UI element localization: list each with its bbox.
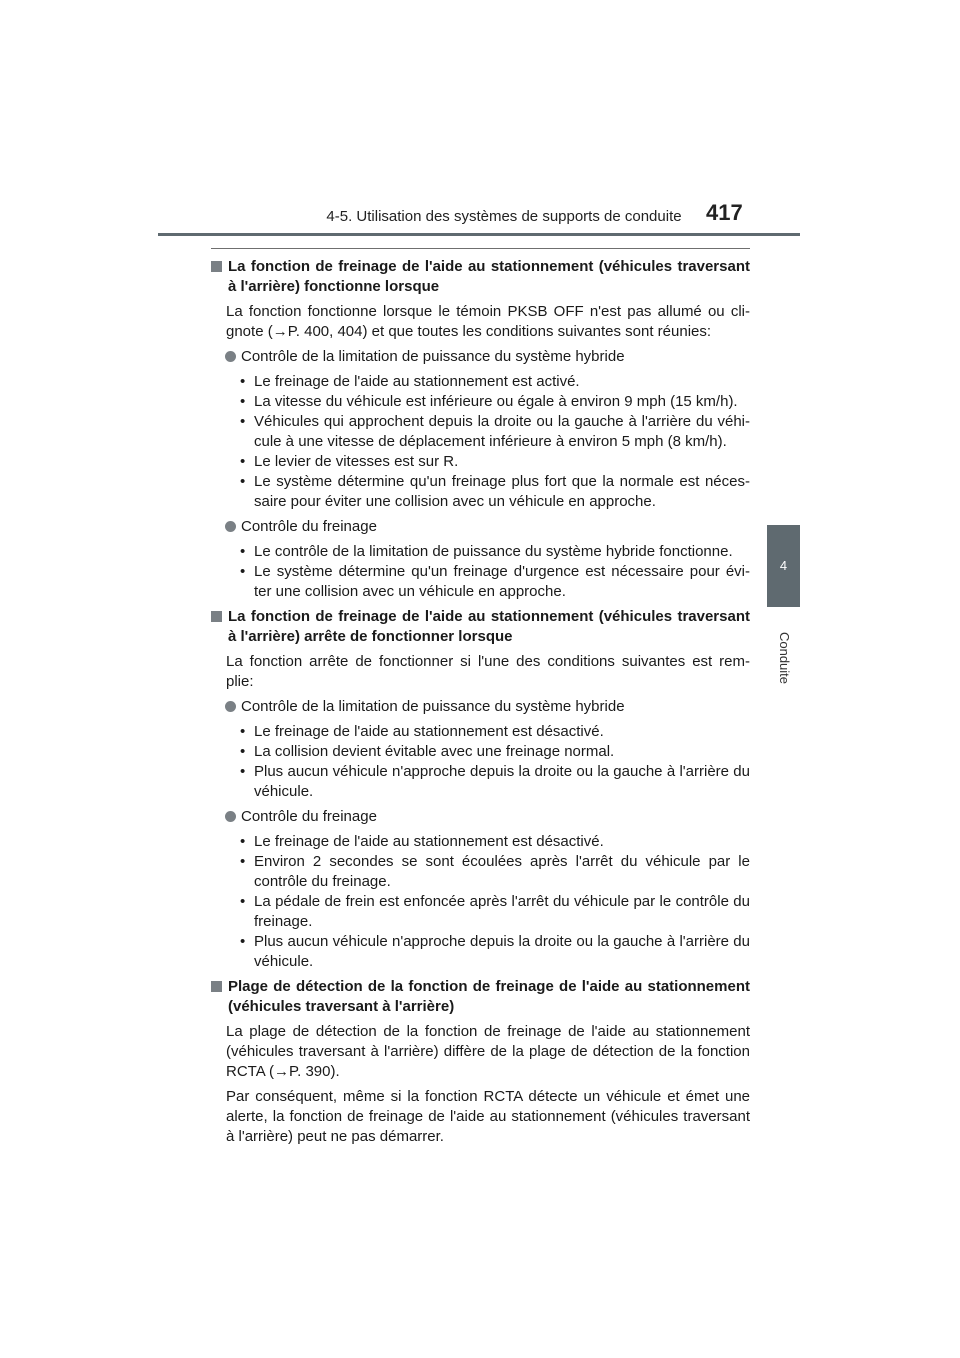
header-rule [158, 233, 800, 236]
section-heading-text: La fonction de freinage de l'aide au stationnement (véhicules traversant à l'arrière) arrête de fonctionner lorsque [228, 608, 750, 645]
list-item-text: La pédale de frein est enfoncée après l'arrêt du véhicule par le contrôle du freinage. [254, 893, 750, 930]
list-item-text: Le contrôle de la limitation de puissance du système hybride fonctionne. [254, 543, 733, 560]
page-content [211, 257, 750, 1147]
list-item [240, 472, 750, 512]
list-item [240, 742, 750, 762]
list-item-text: Le système détermine qu'un freinage d'urgence est nécessaire pour évi- ter une collision avec un véhicule en approche. [254, 563, 750, 600]
square-bullet-icon [211, 261, 225, 272]
circle-bullet-icon [225, 521, 239, 537]
bullet-dot-icon: • [240, 393, 246, 410]
list-item-text: La collision devient évitable avec une freinage normal. [254, 743, 615, 760]
condition-group [225, 517, 750, 537]
bullet-dot-icon: • [240, 543, 246, 560]
list-item [240, 832, 750, 852]
condition-group-label: Contrôle du freinage [241, 518, 377, 535]
list-item-text: Véhicules qui approchent depuis la droite ou la gauche à l'arrière du véhi- cule à une vitesse de déplacement inférieure à environ 5 mph (8 km/h). [254, 413, 750, 450]
list-item [240, 372, 750, 392]
content-top-rule [211, 248, 750, 249]
bullet-dot-icon: • [240, 933, 246, 950]
list-item [240, 722, 750, 742]
paragraph: La fonction arrête de fonctionner si l'une des conditions suivantes est rem- plie: [226, 653, 750, 690]
section-heading-text: La fonction de freinage de l'aide au stationnement (véhicules traversant à l'arrière) fonctionne lorsque [228, 258, 750, 295]
condition-group-label: Contrôle de la limitation de puissance du système hybride [241, 348, 625, 365]
page-number: 417 [706, 200, 743, 225]
condition-group-label: Contrôle du freinage [241, 808, 377, 825]
section-heading [211, 607, 750, 647]
list-item-text: Environ 2 secondes se sont écoulées après l'arrêt du véhicule par le contrôle du freinage. [254, 853, 750, 890]
list-item [240, 392, 750, 412]
list-item [240, 542, 750, 562]
bullet-dot-icon: • [240, 723, 246, 740]
square-bullet-icon [211, 981, 225, 992]
condition-list [240, 832, 750, 972]
list-item-text: Plus aucun véhicule n'approche depuis la droite ou la gauche à l'arrière du véhicule. [254, 933, 750, 970]
list-item [240, 412, 750, 452]
section-heading [211, 977, 750, 1017]
condition-list [240, 722, 750, 802]
list-item-text: Plus aucun véhicule n'approche depuis la droite ou la gauche à l'arrière du véhicule. [254, 763, 750, 800]
bullet-dot-icon: • [240, 893, 246, 910]
condition-group-label: Contrôle de la limitation de puissance du système hybride [241, 698, 625, 715]
bullet-dot-icon: • [240, 453, 246, 470]
bullet-dot-icon: • [240, 563, 246, 580]
chapter-tab: 4 [767, 525, 800, 607]
list-item-text: Le système détermine qu'un freinage plus fort que la normale est néces- saire pour éviter une collision avec un véhicule en approche. [254, 473, 750, 510]
list-item [240, 892, 750, 932]
bullet-dot-icon: • [240, 473, 246, 490]
condition-group [225, 807, 750, 827]
list-item-text: Le levier de vitesses est sur R. [254, 453, 459, 470]
circle-bullet-icon [225, 701, 239, 717]
list-item-text: Le freinage de l'aide au stationnement est désactivé. [254, 723, 604, 740]
section-heading-text: Plage de détection de la fonction de freinage de l'aide au stationnement (véhicules traversant à l'arrière) [228, 978, 750, 1015]
bullet-dot-icon: • [240, 853, 246, 870]
list-item [240, 762, 750, 802]
list-item [240, 452, 750, 472]
list-item [240, 852, 750, 892]
header-chapter-title: 4-5. Utilisation des systèmes de supports de conduite [326, 208, 682, 225]
section-heading [211, 257, 750, 297]
condition-group [225, 347, 750, 367]
list-item-text: Le freinage de l'aide au stationnement est activé. [254, 373, 580, 390]
chapter-tab-label: Conduite [777, 631, 792, 685]
list-item-text: Le freinage de l'aide au stationnement est désactivé. [254, 833, 604, 850]
list-item-text: La vitesse du véhicule est inférieure ou égale à environ 9 mph (15 km/h). [254, 393, 738, 410]
bullet-dot-icon: • [240, 413, 246, 430]
bullet-dot-icon: • [240, 833, 246, 850]
paragraph: La plage de détection de la fonction de freinage de l'aide au stationnement (véhicules traversant à l'arrière) diffère de la plage de détection de la fonction RCTA (→P. 390). [226, 1023, 750, 1080]
paragraph: Par conséquent, même si la fonction RCTA détecte un véhicule et émet une alerte, la fonction de freinage de l'aide au stationnement (véhicules traversant à l'arrière) peut ne pas démarrer. [226, 1088, 750, 1145]
list-item [240, 562, 750, 602]
circle-bullet-icon [225, 811, 239, 827]
bullet-dot-icon: • [240, 743, 246, 760]
bullet-dot-icon: • [240, 763, 246, 780]
circle-bullet-icon [225, 351, 239, 367]
condition-group [225, 697, 750, 717]
condition-list [240, 372, 750, 512]
paragraph: La fonction fonctionne lorsque le témoin PKSB OFF n'est pas allumé ou cli- gnote (→P. 400, 404) et que toutes les conditions suivantes sont réunies: [226, 303, 750, 340]
condition-list [240, 542, 750, 602]
square-bullet-icon [211, 611, 225, 622]
list-item [240, 932, 750, 972]
bullet-dot-icon: • [240, 373, 246, 390]
